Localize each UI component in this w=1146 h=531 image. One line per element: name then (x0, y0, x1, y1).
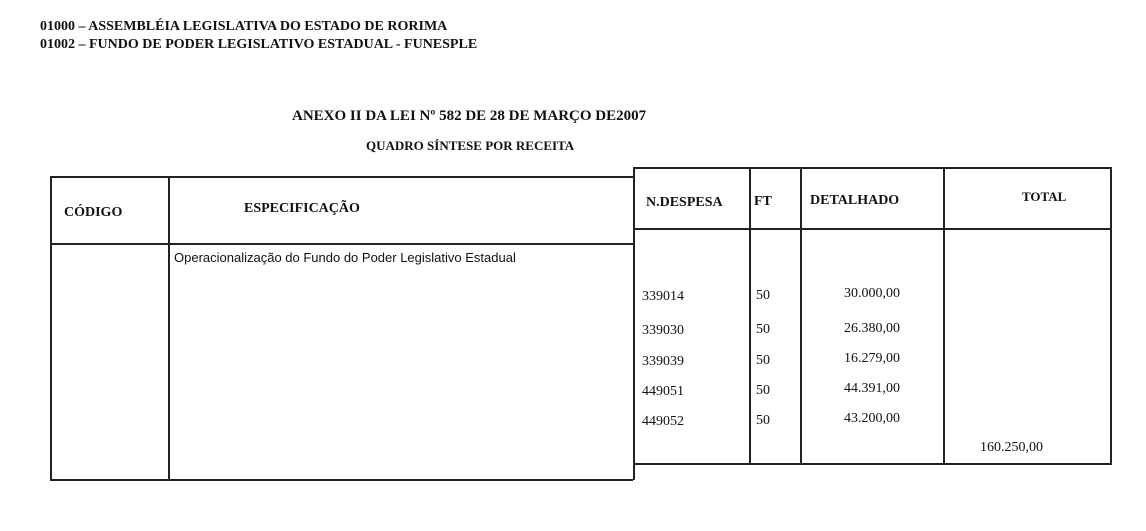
row-2-detalhado: 26.380,00 (844, 321, 900, 336)
header-line-1: 01000 – ASSEMBLÉIA LEGISLATIVA DO ESTADO DE RORIMA (40, 19, 448, 34)
table-border-top (50, 176, 633, 178)
table-header-divider-right (633, 228, 1112, 230)
column-header-detalhado: DETALHADO (810, 193, 900, 208)
row-1-ft: 50 (756, 288, 770, 303)
table-border-right (1110, 167, 1112, 464)
table-border-left (50, 176, 52, 480)
column-header-ndespesa: N.DESPESA (646, 195, 723, 210)
column-divider-5 (943, 167, 945, 464)
header-line-2: 01002 – FUNDO DE PODER LEGISLATIVO ESTADUAL - FUNESPLE (40, 37, 478, 52)
table-header-divider (50, 243, 633, 245)
row-5-ft: 50 (756, 413, 770, 428)
table-border-top-right (633, 167, 1112, 169)
row-2-ndespesa: 339030 (642, 323, 684, 338)
column-header-codigo: CÓDIGO (64, 205, 123, 220)
document-subtitle: QUADRO SÍNTESE POR RECEITA (366, 138, 575, 153)
column-divider-1 (168, 176, 170, 480)
row-3-ft: 50 (756, 353, 770, 368)
column-divider-3 (749, 167, 751, 464)
table-border-bottom-right (633, 463, 1112, 465)
row-3-ndespesa: 339039 (642, 354, 684, 369)
column-divider-4 (800, 167, 802, 464)
row-5-detalhado: 43.200,00 (844, 411, 900, 426)
row-5-ndespesa: 449052 (642, 414, 684, 429)
summary-table (50, 167, 1112, 481)
row-1-detalhado: 30.000,00 (844, 286, 900, 301)
especificacao-description: Operacionalização do Fundo do Poder Legislativo Estadual (174, 250, 516, 265)
column-header-total: TOTAL (1022, 189, 1067, 204)
grand-total-value: 160.250,00 (980, 440, 1043, 455)
row-4-ft: 50 (756, 383, 770, 398)
row-3-detalhado: 16.279,00 (844, 351, 900, 366)
table-border-bottom (50, 479, 633, 481)
column-header-ft: FT (754, 194, 772, 209)
column-header-especificacao: ESPECIFICAÇÃO (244, 201, 360, 216)
row-4-detalhado: 44.391,00 (844, 381, 900, 396)
document-title: ANEXO II DA LEI Nº 582 DE 28 DE MARÇO DE2007 (292, 108, 647, 124)
column-divider-2 (633, 167, 635, 480)
row-4-ndespesa: 449051 (642, 384, 684, 399)
row-1-ndespesa: 339014 (642, 289, 684, 304)
row-2-ft: 50 (756, 322, 770, 337)
